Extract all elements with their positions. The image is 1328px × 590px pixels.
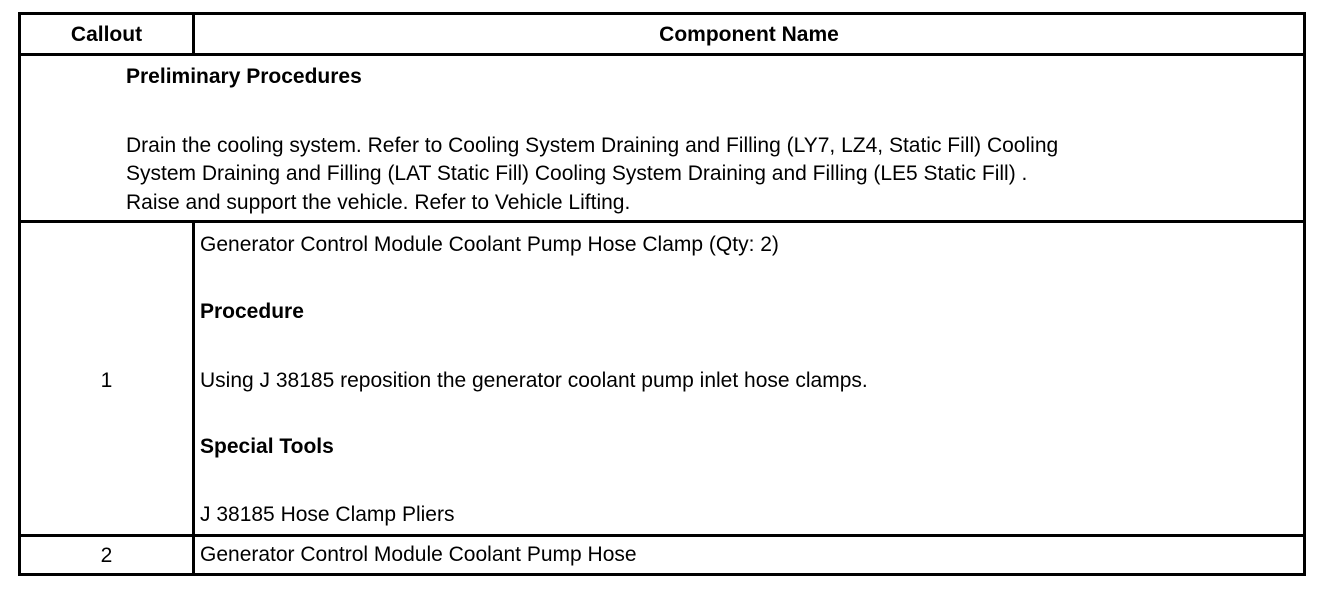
header-divider [21,53,1303,56]
row-1-callout: 1 [100,369,113,392]
column-divider-body [192,220,195,576]
row-1-procedure-label: Procedure [200,300,304,323]
header-callout: Callout [70,23,143,46]
preliminary-title: Preliminary Procedures [126,65,362,88]
row-divider [21,534,1303,537]
preliminary-line-2: System Draining and Filling (LAT Static Fill) Cooling System Draining and Filling (LE5 Static Fill) . [126,162,1028,185]
row-2-callout: 2 [100,544,113,567]
preliminary-line-3: Raise and support the vehicle. Refer to Vehicle Lifting. [126,191,631,214]
row-1-tools-label: Special Tools [200,435,334,458]
header-component-name: Component Name [659,23,839,46]
row-1-component: Generator Control Module Coolant Pump Hose Clamp (Qty: 2) [200,233,779,256]
row-2-component: Generator Control Module Coolant Pump Hose [200,543,637,566]
row-1-tools-text: J 38185 Hose Clamp Pliers [200,503,455,526]
preliminary-divider [21,220,1303,223]
component-table [18,12,1306,576]
row-1-procedure-text: Using J 38185 reposition the generator coolant pump inlet hose clamps. [200,369,868,392]
column-divider-header [192,15,195,53]
preliminary-line-1: Drain the cooling system. Refer to Cooling System Draining and Filling (LY7, LZ4, Static Fill) Cooling [126,134,1059,157]
